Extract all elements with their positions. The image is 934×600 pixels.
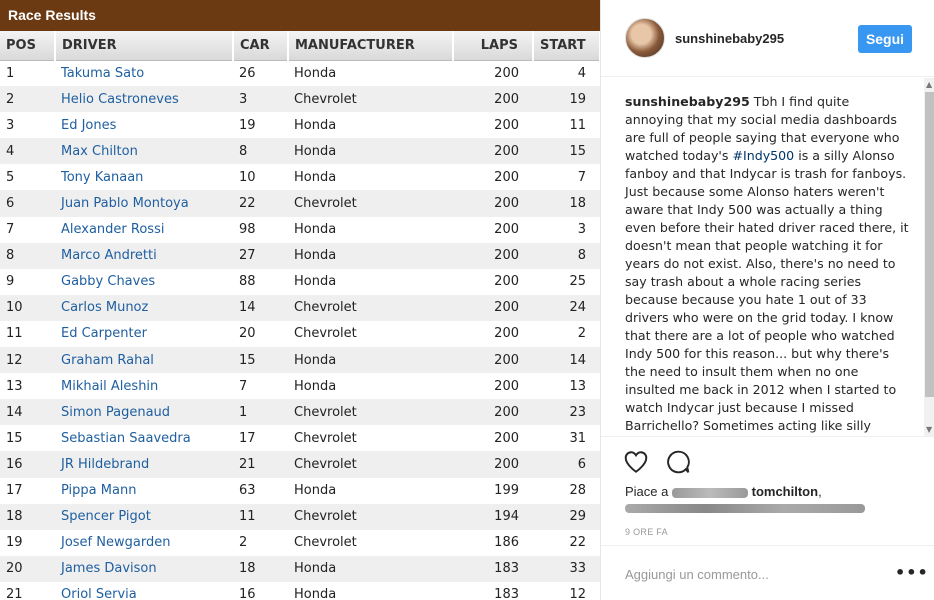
- cell-laps: 200: [453, 399, 533, 425]
- cell-driver[interactable]: Carlos Munoz: [55, 295, 233, 321]
- post-caption: [625, 93, 910, 435]
- cell-driver[interactable]: Gabby Chaves: [55, 269, 233, 295]
- cell-car: 3: [233, 86, 288, 112]
- cell-manufacturer: Chevrolet: [288, 190, 453, 216]
- cell-manufacturer: Chevrolet: [288, 425, 453, 451]
- cell-laps: 183: [453, 556, 533, 582]
- column-header-start[interactable]: START: [533, 31, 600, 60]
- comment-icon[interactable]: [665, 449, 691, 475]
- cell-driver[interactable]: Ed Jones: [55, 112, 233, 138]
- cell-pos: 5: [0, 164, 55, 190]
- cell-manufacturer: Honda: [288, 243, 453, 269]
- cell-laps: 200: [453, 138, 533, 164]
- cell-car: 1: [233, 399, 288, 425]
- cell-start: 4: [533, 60, 600, 86]
- table-row: [0, 112, 600, 138]
- cell-car: 63: [233, 478, 288, 504]
- cell-manufacturer: Honda: [288, 347, 453, 373]
- cell-laps: 200: [453, 243, 533, 269]
- cell-car: 10: [233, 164, 288, 190]
- cell-laps: 200: [453, 373, 533, 399]
- cell-pos: 18: [0, 504, 55, 530]
- cell-pos: 15: [0, 425, 55, 451]
- table-row: [0, 190, 600, 216]
- cell-driver[interactable]: Josef Newgarden: [55, 530, 233, 556]
- cell-laps: 200: [453, 321, 533, 347]
- cell-pos: 13: [0, 373, 55, 399]
- cell-manufacturer: Honda: [288, 269, 453, 295]
- scroll-down-icon[interactable]: ▼: [926, 425, 933, 434]
- cell-laps: 200: [453, 164, 533, 190]
- table-row: [0, 451, 600, 477]
- cell-manufacturer: Chevrolet: [288, 295, 453, 321]
- cell-car: 11: [233, 504, 288, 530]
- cell-car: 8: [233, 138, 288, 164]
- cell-start: 18: [533, 190, 600, 216]
- table-row: [0, 478, 600, 504]
- table-row: [0, 425, 600, 451]
- cell-start: 13: [533, 373, 600, 399]
- cell-driver[interactable]: Pippa Mann: [55, 478, 233, 504]
- cell-driver[interactable]: Simon Pagenaud: [55, 399, 233, 425]
- likes-line: Piace a tomchilton,: [625, 484, 915, 516]
- likes-prefix: Piace a: [625, 484, 669, 499]
- cell-car: 20: [233, 321, 288, 347]
- cell-start: 7: [533, 164, 600, 190]
- cell-pos: 14: [0, 399, 55, 425]
- cell-pos: 12: [0, 347, 55, 373]
- more-icon[interactable]: •••: [895, 563, 929, 582]
- cell-pos: 2: [0, 86, 55, 112]
- table-row: [0, 399, 600, 425]
- cell-laps: 200: [453, 451, 533, 477]
- table-row: [0, 295, 600, 321]
- cell-laps: 200: [453, 112, 533, 138]
- column-header-laps[interactable]: LAPS: [453, 31, 533, 60]
- cell-car: 15: [233, 347, 288, 373]
- table-row: [0, 60, 600, 86]
- post-actions: [601, 436, 934, 546]
- cell-laps: 200: [453, 60, 533, 86]
- cell-pos: 16: [0, 451, 55, 477]
- cell-start: 8: [533, 243, 600, 269]
- cell-manufacturer: Chevrolet: [288, 451, 453, 477]
- cell-driver[interactable]: Max Chilton: [55, 138, 233, 164]
- cell-pos: 7: [0, 217, 55, 243]
- cell-laps: 200: [453, 347, 533, 373]
- cell-pos: 3: [0, 112, 55, 138]
- table-row: [0, 347, 600, 373]
- caption-text-after: is a silly Alonso fanboy and that Indycar is trash for fanboys. Just because some Alonso haters weren't aware that Indy 500 was actually a thing even before their hated driver raced there, it doesn't mean that people watching it for years do not exist. Also, there's no need to say trash about a whole racing series because because you hate 1 out of 33 drivers who were on the grid today. I know that there are a lot of people who watched Indy 500 for this reason... but why there's the need to insult them when no one insulted me back in 2012 when I started to watch Indycar just because I missed Barrichello? Sometimes acting like silly: [625, 148, 909, 433]
- cell-laps: 200: [453, 295, 533, 321]
- heart-icon[interactable]: [623, 449, 649, 475]
- comment-input[interactable]: Aggiungi un commento...: [625, 567, 769, 582]
- table-row: [0, 582, 600, 600]
- column-header-pos[interactable]: POS: [0, 31, 55, 60]
- cell-start: 24: [533, 295, 600, 321]
- scroll-thumb[interactable]: [925, 92, 934, 397]
- cell-car: 98: [233, 217, 288, 243]
- cell-car: 18: [233, 556, 288, 582]
- table-row: [0, 138, 600, 164]
- cell-pos: 19: [0, 530, 55, 556]
- cell-car: 7: [233, 373, 288, 399]
- cell-start: 11: [533, 112, 600, 138]
- cell-laps: 200: [453, 425, 533, 451]
- cell-car: 27: [233, 243, 288, 269]
- instagram-post-panel: [600, 0, 934, 600]
- race-results-table: [0, 31, 600, 600]
- cell-manufacturer: Honda: [288, 112, 453, 138]
- cell-start: 3: [533, 217, 600, 243]
- cell-start: 28: [533, 478, 600, 504]
- cell-manufacturer: Honda: [288, 60, 453, 86]
- cell-pos: 4: [0, 138, 55, 164]
- cell-start: 15: [533, 138, 600, 164]
- cell-pos: 10: [0, 295, 55, 321]
- comment-box: [601, 545, 934, 600]
- cell-laps: 199: [453, 478, 533, 504]
- cell-start: 25: [533, 269, 600, 295]
- cell-car: 19: [233, 112, 288, 138]
- caption-username[interactable]: sunshinebaby295: [625, 94, 750, 109]
- cell-driver[interactable]: Ed Carpenter: [55, 321, 233, 347]
- avatar[interactable]: [625, 18, 665, 58]
- cell-car: 26: [233, 60, 288, 86]
- scroll-up-icon[interactable]: ▲: [926, 80, 933, 89]
- cell-pos: 1: [0, 60, 55, 86]
- cell-car: 2: [233, 530, 288, 556]
- cell-pos: 21: [0, 582, 55, 600]
- cell-car: 14: [233, 295, 288, 321]
- cell-laps: 183: [453, 582, 533, 600]
- liked-by-user[interactable]: tomchilton: [751, 484, 819, 499]
- cell-car: 21: [233, 451, 288, 477]
- cell-driver[interactable]: Graham Rahal: [55, 347, 233, 373]
- cell-driver[interactable]: Takuma Sato: [55, 60, 233, 86]
- cell-driver[interactable]: Oriol Servia: [55, 582, 233, 600]
- cell-manufacturer: Chevrolet: [288, 530, 453, 556]
- table-row: [0, 164, 600, 190]
- cell-start: 6: [533, 451, 600, 477]
- cell-car: 17: [233, 425, 288, 451]
- cell-laps: 200: [453, 217, 533, 243]
- cell-manufacturer: Chevrolet: [288, 86, 453, 112]
- cell-start: 22: [533, 530, 600, 556]
- cell-start: 12: [533, 582, 600, 600]
- column-header-manufacturer[interactable]: MANUFACTURER: [288, 31, 453, 60]
- table-row: [0, 321, 600, 347]
- post-header: [601, 0, 934, 77]
- cell-manufacturer: Honda: [288, 373, 453, 399]
- cell-driver[interactable]: James Davison: [55, 556, 233, 582]
- cell-pos: 8: [0, 243, 55, 269]
- post-time[interactable]: 9 ORE FA: [625, 527, 668, 537]
- caption-hashtag[interactable]: #Indy500: [732, 148, 795, 163]
- cell-pos: 20: [0, 556, 55, 582]
- cell-laps: 194: [453, 504, 533, 530]
- caption-area: [601, 78, 934, 436]
- table-header-row: [0, 31, 600, 60]
- table-row: [0, 373, 600, 399]
- cell-pos: 11: [0, 321, 55, 347]
- blurred-username: [672, 488, 748, 498]
- cell-laps: 200: [453, 190, 533, 216]
- blurred-usernames: [625, 504, 865, 513]
- table-row: [0, 504, 600, 530]
- race-results-title: Race Results: [0, 0, 600, 31]
- cell-manufacturer: Chevrolet: [288, 399, 453, 425]
- cell-start: 19: [533, 86, 600, 112]
- cell-manufacturer: Honda: [288, 217, 453, 243]
- cell-start: 31: [533, 425, 600, 451]
- cell-manufacturer: Chevrolet: [288, 504, 453, 530]
- caption-text-before: Tbh I find quite annoying that my social media dashboards are full of people saying that everyone who watched today's: [625, 94, 900, 163]
- table-row: [0, 269, 600, 295]
- cell-pos: 9: [0, 269, 55, 295]
- cell-driver[interactable]: Sebastian Saavedra: [55, 425, 233, 451]
- cell-start: 33: [533, 556, 600, 582]
- cell-manufacturer: Honda: [288, 164, 453, 190]
- column-header-car[interactable]: CAR: [233, 31, 288, 60]
- table-row: [0, 217, 600, 243]
- cell-driver[interactable]: Mikhail Aleshin: [55, 373, 233, 399]
- cell-laps: 200: [453, 86, 533, 112]
- cell-driver[interactable]: Juan Pablo Montoya: [55, 190, 233, 216]
- cell-manufacturer: Honda: [288, 556, 453, 582]
- cell-laps: 186: [453, 530, 533, 556]
- post-username[interactable]: sunshinebaby295: [675, 31, 785, 46]
- cell-pos: 6: [0, 190, 55, 216]
- cell-start: 29: [533, 504, 600, 530]
- caption-scrollbar[interactable]: [924, 78, 934, 436]
- table-row: [0, 530, 600, 556]
- cell-driver[interactable]: JR Hildebrand: [55, 451, 233, 477]
- follow-button[interactable]: Segui: [858, 25, 912, 53]
- cell-car: 22: [233, 190, 288, 216]
- cell-start: 23: [533, 399, 600, 425]
- cell-start: 14: [533, 347, 600, 373]
- cell-driver[interactable]: Helio Castroneves: [55, 86, 233, 112]
- cell-start: 2: [533, 321, 600, 347]
- cell-driver[interactable]: Spencer Pigot: [55, 504, 233, 530]
- cell-manufacturer: Honda: [288, 582, 453, 600]
- cell-driver[interactable]: Marco Andretti: [55, 243, 233, 269]
- table-row: [0, 556, 600, 582]
- cell-pos: 17: [0, 478, 55, 504]
- table-row: [0, 243, 600, 269]
- cell-manufacturer: Honda: [288, 478, 453, 504]
- cell-manufacturer: Chevrolet: [288, 321, 453, 347]
- cell-driver[interactable]: Alexander Rossi: [55, 217, 233, 243]
- cell-driver[interactable]: Tony Kanaan: [55, 164, 233, 190]
- table-row: [0, 86, 600, 112]
- cell-manufacturer: Honda: [288, 138, 453, 164]
- cell-car: 16: [233, 582, 288, 600]
- cell-laps: 200: [453, 269, 533, 295]
- cell-car: 88: [233, 269, 288, 295]
- column-header-driver[interactable]: DRIVER: [55, 31, 233, 60]
